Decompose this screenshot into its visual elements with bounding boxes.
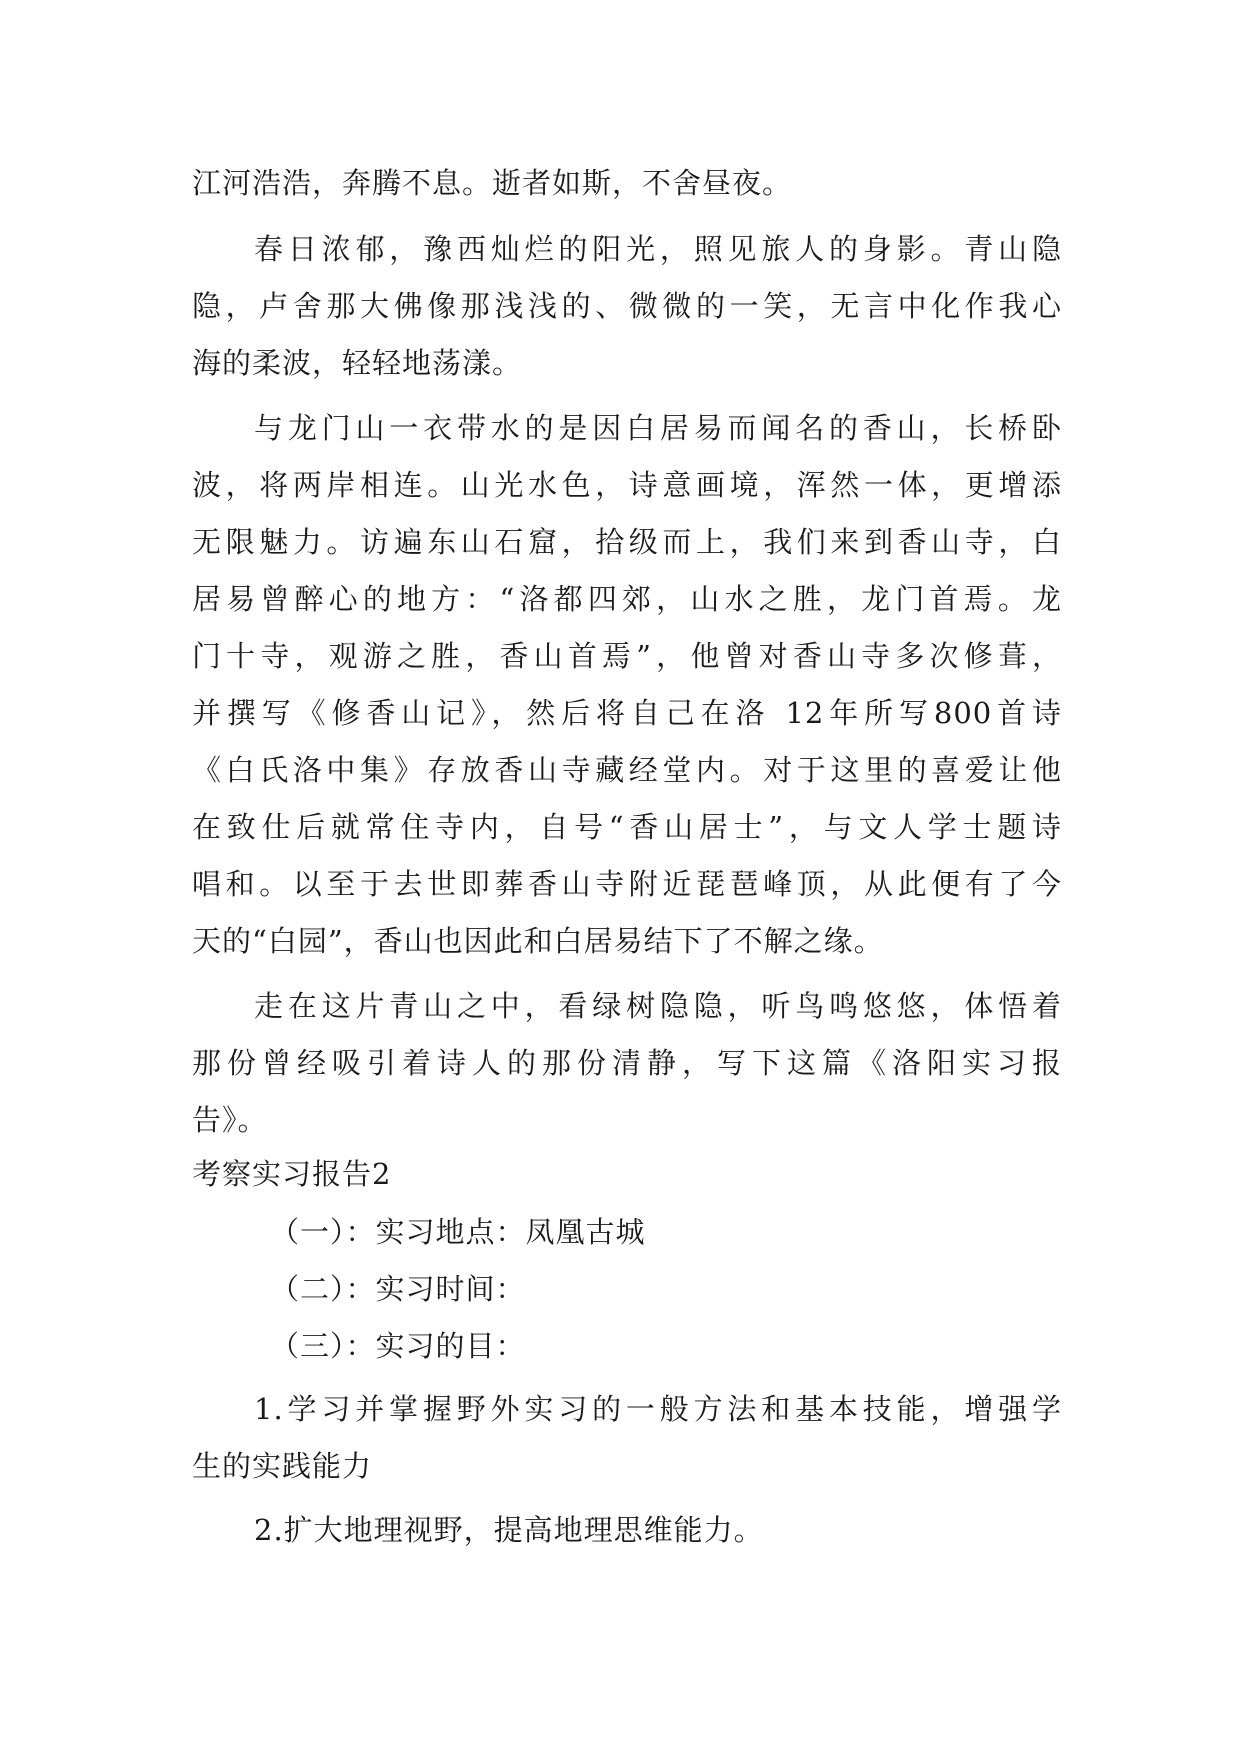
paragraph-line: 与龙门山一衣带水的是因白居易而闻名的香山，长桥卧 [254,411,1062,445]
paragraph-line: 居易曾醉心的地方：“洛都四郊，山水之胜，龙门首焉。龙 [192,582,1062,616]
list-item: （一）：实习地点：凤凰古城 [270,1215,646,1249]
paragraph-line: 门十寺，观游之胜，香山首焉”，他曾对香山寺多次修葺， [192,639,1062,673]
list-item: 2.扩大地理视野，提高地理思维能力。 [254,1513,764,1547]
paragraph-line: 波，将两岸相连。山光水色，诗意画境，浑然一体，更增添 [192,468,1062,502]
list-item: 1.学习并掌握野外实习的一般方法和基本技能，增强学 [254,1392,1062,1426]
paragraph-line: 隐，卢舍那大佛像那浅浅的、微微的一笑，无言中化作我心 [192,289,1062,323]
list-item: （二）：实习时间： [270,1272,526,1306]
paragraph-line: 无限魅力。访遍东山石窟，拾级而上，我们来到香山寺，白 [192,525,1062,559]
paragraph-line: 那份曾经吸引着诗人的那份清静，写下这篇《洛阳实习报 [192,1046,1062,1080]
paragraph-line: 并撰写《修香山记》，然后将自己在洛 12年所写800首诗 [192,696,1062,730]
paragraph-line: 江河浩浩，奔腾不息。逝者如斯，不舍昼夜。 [192,166,793,200]
paragraph-line: 告》。 [192,1103,268,1137]
paragraph-line: 天的“白园”，香山也因此和白居易结下了不解之缘。 [192,924,884,958]
list-item: 生的实践能力 [192,1449,373,1483]
paragraph-line: 唱和。以至于去世即葬香山寺附近琵琶峰顶，从此便有了今 [192,867,1062,901]
paragraph-line: 春日浓郁，豫西灿烂的阳光，照见旅人的身影。青山隐 [254,232,1062,266]
paragraph-line: 《白氏洛中集》存放香山寺藏经堂内。对于这里的喜爱让他 [192,753,1062,787]
paragraph-line: 走在这片青山之中，看绿树隐隐，听鸟鸣悠悠，体悟着 [254,989,1062,1023]
section-heading: 考察实习报告2 [192,1157,392,1191]
list-item: （三）：实习的目： [270,1329,526,1363]
paragraph-line: 在致仕后就常住寺内，自号“香山居士”，与文人学士题诗 [192,810,1062,844]
paragraph-line: 海的柔波，轻轻地荡漾。 [192,346,523,380]
